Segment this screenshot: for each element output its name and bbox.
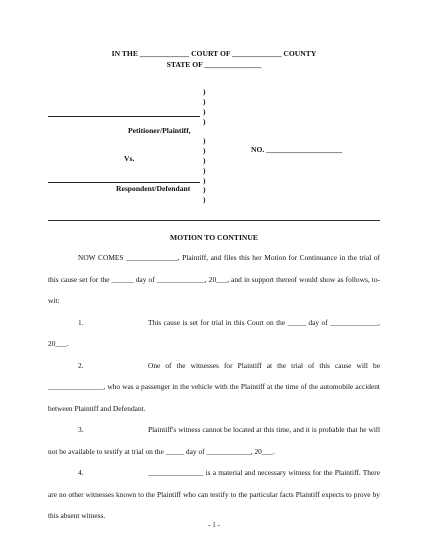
paragraph-2-text: One of the witnesses for Plaintiff at the trial of this cause will be _______________, who was a passenger in the vehicle with the Plaintiff at the time of the automobile accident between Plaintiff and Defendant. — [48, 360, 380, 413]
page-number: - 1 - — [208, 521, 220, 529]
caption-paren: ) — [203, 185, 206, 194]
paragraph-1-number: 1. — [78, 317, 84, 327]
caption-paren: ) — [203, 195, 206, 204]
paragraph-1-text: This cause is set for trial in this Court on the _____ day of _____________, 20___. — [48, 317, 380, 348]
case-number: NO. ____________________ — [251, 145, 343, 154]
respondent-label: Respondent/Defendant — [116, 184, 191, 193]
paragraph-2-number: 2. — [78, 360, 84, 370]
motion-body — [48, 247, 380, 527]
caption-paren: ) — [203, 176, 206, 185]
respondent-name-line — [48, 182, 200, 183]
caption-paren: ) — [203, 107, 206, 116]
caption-paren: ) — [203, 87, 206, 96]
caption-paren: ) — [203, 117, 206, 126]
caption-paren: ) — [203, 97, 206, 106]
paragraph-2 — [48, 355, 380, 420]
state-header-line: STATE OF _______________ — [166, 60, 262, 69]
caption-paren: ) — [203, 136, 206, 145]
caption-paren: ) — [203, 146, 206, 155]
petitioner-name-line — [48, 116, 200, 117]
paragraph-4-text: _______________ is a material and necessary witness for the Plaintiff. There are no other witnesses known to the Plaintiff who can testify to the particular facts Plaintiff expects to prove by this absent witness. — [48, 468, 380, 520]
paragraph-4-number: 4. — [78, 468, 84, 477]
paragraph-3-text: Plaintiff's witness cannot be located at this time, and it is probable that he will not be available to testify at trial on the _____ day of ____________, 20___. — [48, 425, 380, 456]
versus-label: Vs. — [124, 154, 135, 163]
paragraph-1 — [48, 312, 380, 355]
caption-paren: ) — [203, 166, 206, 175]
document-title: MOTION TO CONTINUE — [170, 233, 258, 242]
caption-paren: ) — [203, 156, 206, 165]
court-header-line: IN THE _____________ COURT OF _____________ COUNTY — [111, 49, 317, 58]
petitioner-label: Petitioner/Plaintiff, — [128, 126, 191, 135]
paragraph-3 — [48, 419, 380, 462]
intro-paragraph: NOW COMES ______________, Plaintiff, and files this her Motion for Continuance in the trial of this cause set for the ______ day of _____________, 20___, and in support thereof would show as follows, to-wit: — [48, 253, 380, 305]
paragraph-4 — [48, 462, 380, 527]
caption-divider — [48, 220, 380, 221]
paragraph-3-number: 3. — [78, 425, 84, 434]
